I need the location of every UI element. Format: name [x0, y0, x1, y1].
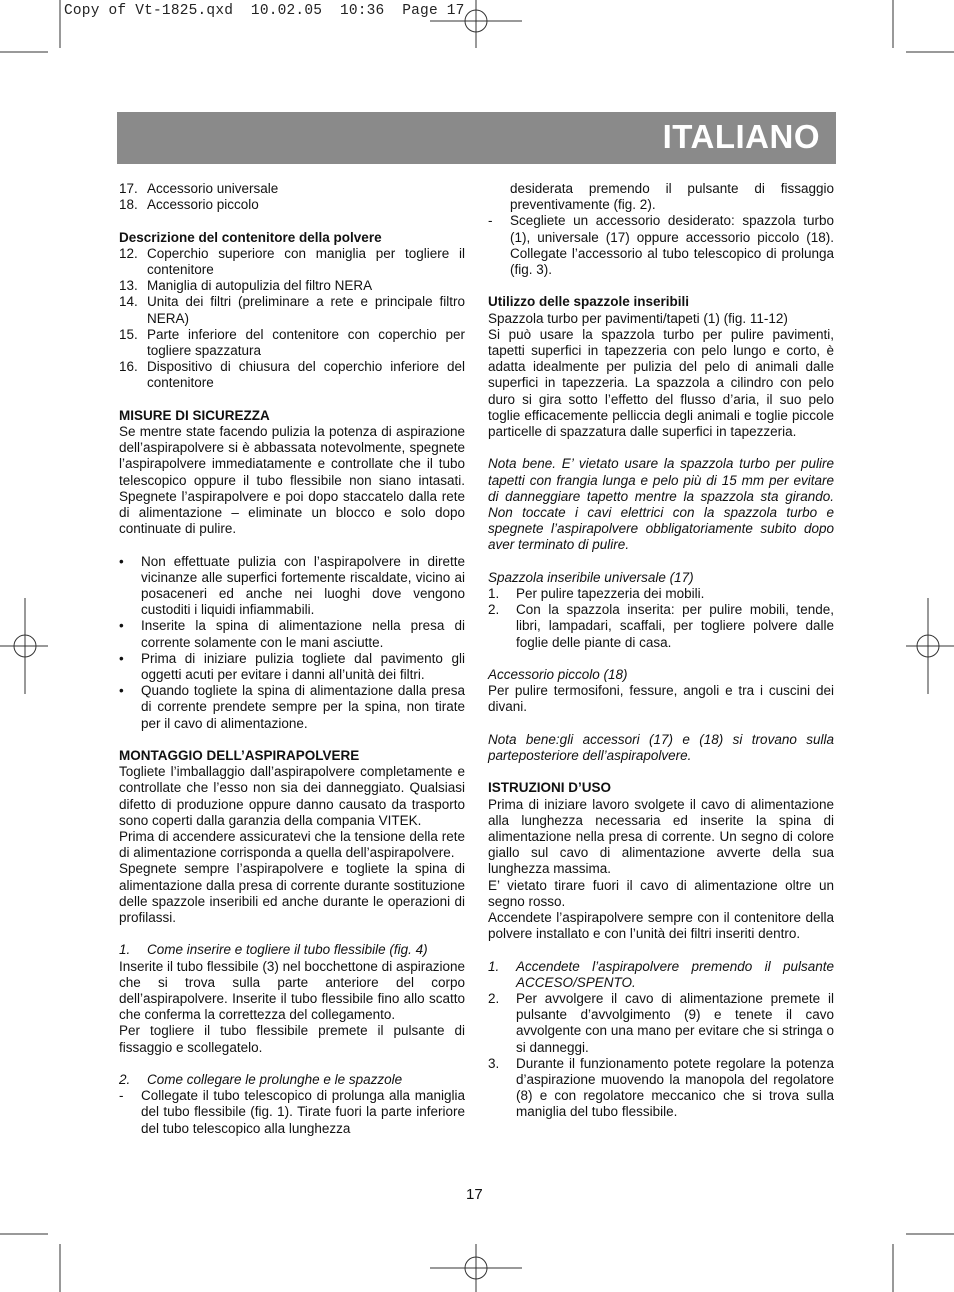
registration-mark-right — [906, 598, 954, 694]
small-accessory-heading: Accessorio piccolo (18) — [488, 667, 628, 683]
list-item: 2. Con la spazzola inserita: per pulire mobili, tende, libri, lampadari, scaffali, per togliere polvere dalle foglie delle piante di casa. — [488, 602, 834, 650]
safety-paragraph: Se mentre state facendo pulizia la potenza di aspirazione dell’aspirapolvere si è abbassata notevolmente, spegnete l’aspirapolvere immediatamente e controllate che il tubo telescopico oppure il tubo flessibile non siano intasati. Spegnete l’aspirapolvere e poi dopo staccatelo dalla rete di alimentazione – eliminate un blocco e solo dopo continuate di pulire. — [119, 424, 465, 537]
assembly-paragraph: Prima di accendere assicuratevi che la tensione della rete di alimentazione corrisponda a quella dell’aspirapolvere. — [119, 829, 465, 861]
page-number: 17 — [466, 1186, 483, 1203]
bullet-item: • Prima di iniziare pulizia togliete dal pavimento gli oggetti acuti per evitare i danni all’unità dei filtri. — [119, 650, 465, 683]
brush-note: Nota bene. E’ vietato usare la spazzola turbo per pulire tapetti con frangia lunga e pelo più di 15 mm per evitare di danneggiare tapetto mentre la spazzola sta girando. Non toccate i cavi elettrici con la spazzola turbo e spegnete l’aspirapolvere obbligatoriamente subito dopo aver terminato di pulire. — [488, 456, 834, 553]
bullet-item: • Non effettuate pulizia con l’aspirapolvere in dirette vicinanze alle superfici fortemente riscaldate, vicino ai posaceneri ed anche nei luoghi dove vengono custoditi i liquidi infiammabili. — [119, 553, 465, 618]
list-item: 14. Unita dei filtri (preliminare a rete e principale filtro NERA) — [119, 294, 465, 326]
step-paragraph: Inserite il tubo flessibile (3) nel bocchettone di aspirazione che si trova sulla parte anteriore del corpo dell’aspirapolvere. Inserite il tubo flessibile fino allo scatto che conferma la correttezza del collegamento. — [119, 958, 465, 1023]
left-column — [119, 181, 465, 1137]
list-item: 12. Coperchio superiore con maniglia per togliere il contenitore — [119, 245, 465, 277]
section-heading-safety: MISURE DI SICUREZZA — [119, 407, 270, 423]
dash-item: - Collegate il tubo telescopico di prolunga alla maniglia del tubo flessibile (fig. 1). Tirate fuori la parte inferiore del tubo telescopico alla lunghezza — [119, 1088, 465, 1136]
section-heading-usage: ISTRUZIONI D’USO — [488, 780, 612, 796]
registration-mark-bottom — [430, 1244, 522, 1292]
step-paragraph: Per togliere il tubo flessibile premete il pulsante di fissaggio e scollegatelo. — [119, 1023, 465, 1055]
list-item: 1. Accendete l’aspirapolvere premendo il pulsante ACCESO/SPENTO. — [488, 958, 834, 990]
brush-subheading: Spazzola turbo per pavimenti/tapeti (1) (fig. 11-12) — [488, 310, 788, 326]
accessories-note: Nota bene:gli accessori (17) e (18) si trovano sulla parteposteriore dell’aspirapolvere. — [488, 731, 834, 764]
usage-paragraph: E’ vietato tirare fuori il cavo di alimentazione oltre un segno rosso. — [488, 877, 834, 909]
usage-paragraph: Prima di iniziare lavoro svolgete il cavo di alimentazione alla lunghezza necessaria ed inserite la spina di alimentazione nella presa di corrente. Un segno di colore giallo sul cavo di alimentazione avverte della sua lunghezza massima. — [488, 796, 834, 877]
section-heading-dust-container: Descrizione del contenitore della polvere — [119, 229, 382, 245]
list-item: 16. Dispositivo di chiusura del coperchio inferiore del contenitore — [119, 359, 465, 391]
assembly-paragraph: Spegnete sempre l’aspirapolvere e togliete la spina di alimentazione dalla presa di corrente durante sostituzione delle spazzole inseribili ed anche durante le operazioni di profilassi. — [119, 861, 465, 926]
list-item: 13. Maniglia di autopulizia del filtro NERA — [119, 278, 373, 294]
universal-heading: Spazzola inseribile universale (17) — [488, 569, 694, 585]
registration-mark-left — [0, 598, 48, 694]
small-accessory-paragraph: Per pulire termosifoni, fessure, angoli e tra i cuscini dei divani. — [488, 683, 834, 715]
dash-item-continued: desiderata premendo il pulsante di fissaggio preventivamente (fig. 2). — [510, 181, 834, 213]
brush-paragraph: Si può usare la spazzola turbo per pulire pavimenti, tapetti superfici in tapezzeria con pelo lungo e corto, è adatta idealmente per pulizia del pelo di animali dalle superfici in tapezzeria. La spazzola a cilindro con pelo duro si gira sotto l’effetto del flusso d’aria, il suo pelo toglie efficacemente pelliccia degli animali e toglie piccole particelle di spazzatura dalle superfici in tapezzeria. — [488, 326, 834, 440]
step-heading: 1. Come inserire e togliere il tubo flessibile (fig. 4) — [119, 942, 428, 958]
file-slug: Copy of Vt-1825.qxd 10.02.05 10:36 Page 17 — [64, 3, 465, 19]
usage-paragraph: Accendete l’aspirapolvere sempre con il contenitore della polvere installato e con l’unità dei filtri inseriti dentro. — [488, 910, 834, 942]
list-item: 1. Per pulire tapezzeria dei mobili. — [488, 586, 705, 602]
bullet-item: • Quando togliete la spina di alimentazione dalla presa di corrente prendete sempre per la spina, non tirate per il cavo di alimentazione. — [119, 683, 465, 731]
right-column — [488, 181, 834, 1121]
list-item: 15. Parte inferiore del contenitore con coperchio per togliere spazzatura — [119, 326, 465, 359]
list-item: 3. Durante il funzionamento potete regolare la potenza d’aspirazione muovendo la manopola del regolatore (8) e con regolatore meccanico che si trova sulla maniglia del tubo flessibile. — [488, 1055, 834, 1120]
list-item: 2. Per avvolgere il cavo di alimentazione premete il pulsante d’avvolgimento (9) e tenete il cavo avvolgente con una mano per evitare che si stringa o si danneggi. — [488, 991, 834, 1055]
step-heading: 2. Come collegare le prolunghe e le spazzole — [119, 1072, 403, 1088]
assembly-paragraph: Togliete l’imballaggio dall’aspirapolvere completamente e controllate che l’esso non sia dei danneggiato. Qualsiasi difetto di produzione oppure danno causato da trasporto sono coperti dalla garanzia della compania VITEK. — [119, 764, 465, 828]
list-item: 17. Accessorio universale — [119, 181, 279, 196]
dash-item: - Scegliete un accessorio desiderato: spazzola turbo (1), universale (17) oppure accessorio piccolo (18). Collegate l’accessorio al tubo telescopico di prolunga (fig. 3). — [488, 213, 834, 278]
language-banner — [117, 112, 836, 164]
section-heading-assembly: MONTAGGIO DELL’ASPIRAPOLVERE — [119, 748, 360, 764]
banner-title: ITALIANO — [662, 118, 820, 155]
bullet-item: • Inserite la spina di alimentazione nella presa di corrente solamente con le mani asciutte. — [119, 618, 465, 650]
section-heading-brushes: Utilizzo delle spazzole inseribili — [488, 294, 690, 310]
list-item: 18. Accessorio piccolo — [119, 197, 259, 213]
